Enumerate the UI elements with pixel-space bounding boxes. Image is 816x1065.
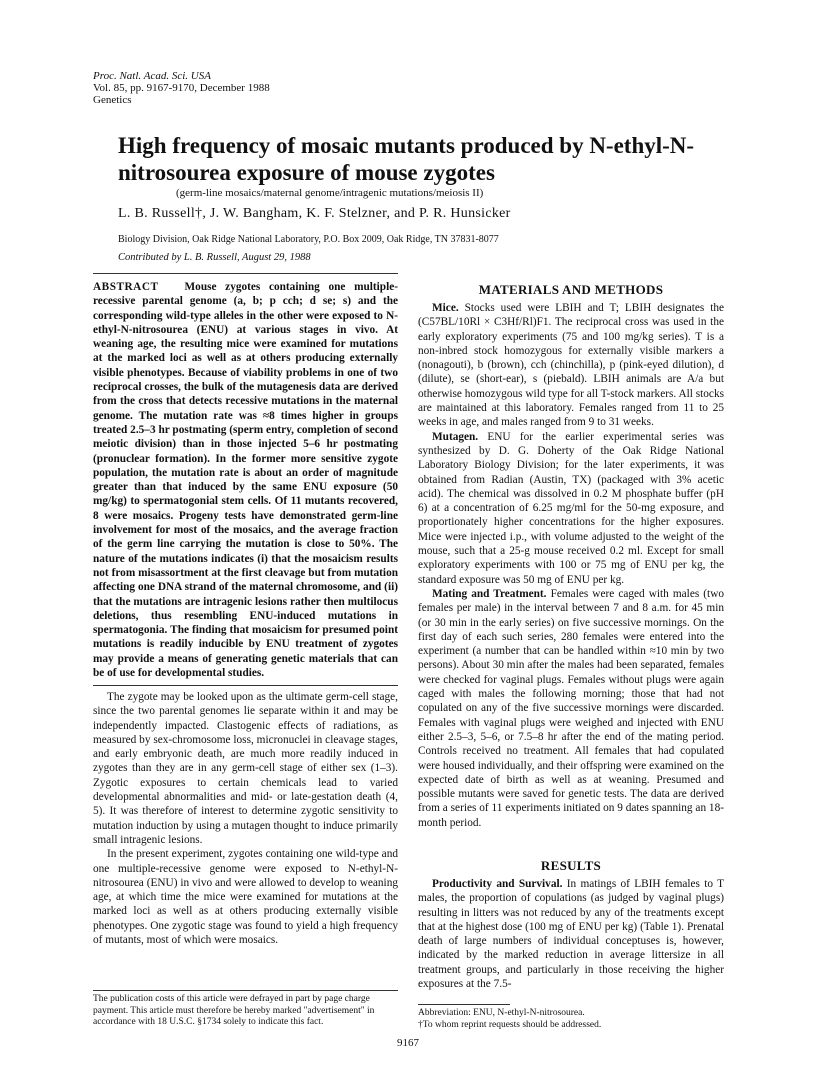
abbreviation-footnote: Abbreviation: ENU, N-ethyl-N-nitrosourea. [418,1008,585,1018]
methods-paragraph-mice [418,301,724,430]
methods-paragraph-mating [418,587,724,830]
affiliation: Biology Division, Oak Ridge National Laboratory, P.O. Box 2009, Oak Ridge, TN 37831-8077 [118,234,499,245]
footnotes [418,1008,724,1031]
journal-section: Genetics [93,94,132,106]
methods-section [418,301,724,830]
paragraph-text: In matings of LBIH females to T males, the proportion of copulations (as judged by vaginal plugs) resulting in litters was not reduced by any of the treatments except that at the highest dose (100 mg of ENU per kg) (Table 1). Prenatal death of large numbers of individual conceptuses is, however, indicated by the marked reduction in average littersize in all treatment groups, and particularly in those receiving the higher exposures at the 7.5- [418,878,725,991]
reprint-footnote: †To whom reprint requests should be addressed. [418,1019,602,1030]
results-paragraph [418,877,724,991]
runin-heading: Mating and Treatment. [432,587,547,600]
abstract-text: Mouse zygotes containing one multiple-recessive parental genome (a, b; p cch; d se; s) and the corresponding wild-type alleles in the other were exposed to N-ethyl-N-nitrosourea (ENU) at various stages in vivo. At weaning age, the resulting mice were examined for mutations at the marked loci as well as at others producing externally visible phenotypes. Because of viability problems in one of two reciprocal crosses, the bulk of the mutagenesis data are derived from the cross that detects recessive mutations in the maternal genome. The mutation rate was ≈8 times higher in groups treated 2.5–3 hr postmating (sperm entry, completion of second meiotic division) than in those injected 5–6 hr postmating (pronuclear formation). In the former more sensitive zygote population, the mutation rate is about an order of magnitude greater than that induced by the same ENU exposure (50 mg/kg) to spermatogonial stem cells. Of 11 mutants recovered, 8 were mosaics. Progeny tests have demonstrated germ-line involvement for most of the mosaics, and the average fraction of the germ line carrying the mutation is close to 50%. The nature of the mutations indicates (i) that the mosaicism results not from misassortment at the first cleavage but from mutation affecting one DNA strand of the maternal chromosome, and (ii) that the mutations are intragenic lesions rather then multilocus deletions, thus resembling ENU-induced mutations in spermatogonia. The finding that mosaicism for presumed point mutations is readily inducible by ENU treatment of zygotes may provide a means of generating genetic materials that can be of use for developmental studies. [93,281,399,680]
methods-paragraph-mutagen [418,430,724,587]
abstract-label: ABSTRACT [93,281,159,293]
page-number: 9167 [397,1037,419,1049]
footnote-divider [418,1004,510,1005]
intro-paragraph: The zygote may be looked upon as the ultimate germ-cell stage, since the two parental genomes lie separate within it and may be independently impacted. Clastogenic effects of radiations, as measured by sex-chromosome loss, micronuclei in cleavage stages, and early embryonic death, are much more readily induced in zygotes than they are in any germ-cell stage of either sex (1–3). Zygotic exposures to certain chemicals lead to varied developmental abnormalities and mid- or late-gestation death (4, 5). It was therefore of interest to determine zygotic sensitivity to mutation induction by using a mutagen thought to induce primarily small intragenic lesions. [93,691,398,846]
paragraph-text: Females were caged with males (two females per male) in the interval between 7 and 8 a.m. for 45 min (or 30 min in the early series) on five successive mornings. On the first day of each such series, 280 females were entered into the experiment (a number that can be handled within ≈10 min by two persons). About 30 min after the males had been separated, females were checked for vaginal plugs. Females without plugs were again caged with males the following morning; those that had not copulated on any of the five successive mornings were discarded. Females with vaginal plugs were weighed and injected with ENU either 2.5–3, 5–6, or 7.5–8 hr after the end of the mating period. Controls received no treatment. All females that had copulated were housed individually, and their offspring were examined on the expected date of birth as well as at weaning. Presumed and possible mutants were saved for genetic tests. The data are derived from a series of 11 experiments initiated on 9 dates spanning an 18-month period. [418,587,725,829]
contributed-line: Contributed by L. B. Russell, August 29, 1988 [118,252,311,263]
methods-heading: MATERIALS AND METHODS [478,282,664,297]
journal-header [93,70,270,106]
article-title: High frequency of mosaic mutants produced by N-ethyl-N-nitrosourea exposure of mouse zygotes [118,133,695,185]
runin-heading: Productivity and Survival. [432,878,563,890]
journal-volume: Vol. 85, pp. 9167-9170, December 1988 [93,82,270,94]
intro-paragraph: In the present experiment, zygotes containing one wild-type and one multiple-recessive genome were exposed to N-ethyl-N-nitrosourea (ENU) in vivo and were allowed to develop to weaning age, at which time the mice were examined for mutations at the marked loci as well as at others producing externally visible phenotypes. One zygotic stage was found to yield a high frequency of mutants, most of which were mosaics. [93,848,398,947]
footnote-divider [93,990,398,991]
keywords: (germ-line mosaics/maternal genome/intragenic mutations/meiosis II) [176,187,484,199]
results-heading: RESULTS [540,858,602,873]
publication-cost-footnote: The publication costs of this article were defrayed in part by page charge payment. This article must therefore be hereby marked "advertisement" in accordance with 18 U.S.C. §1734 solely to indicate this fact. [93,994,375,1027]
abstract [93,280,398,680]
runin-heading: Mutagen. [432,430,479,443]
paragraph-text: Stocks used were LBIH and T; LBIH designates the (C57BL/10Rl × C3Hf/Rl)F1. The reciprocal cross was used in the early exploratory experiments (75 and 100 mg/kg series). T is a non-inbred stock homozygous for externally visible markers a (nonagouti), b (brown), cch (chinchilla), p (pink-eyed dilution), d (dilute), se (short-ear), s (piebald). LBIH animals are A/a but otherwise homozygous wild type for all T-stock markers. All stocks are maintained at this laboratory. Females ranged from 11 to 25 weeks in age, and males ranged from 9 to 31 weeks. [418,302,724,429]
runin-heading: Mice. [432,302,459,314]
results-section [418,877,724,991]
paragraph-text: ENU for the earlier experimental series was synthesized by D. G. Doherty of the Oak Ridge National Laboratory Biology Division; for the later experiments, it was obtained from Radian (Austin, TX) (packaged with 3% acetic acid). The chemical was dissolved in 0.2 M phosphate buffer (pH 6) at a concentration of 6.25 mg/ml for the 50-mg exposure, and proportionately higher concentrations for the higher exposures. Mice were injected i.p., with volume adjusted to the weight of the mouse, such that a 25-g mouse received 0.2 ml. Except for small exploratory experiments with 100 or 75 mg of ENU per kg, the standard exposure was 50 mg of ENU per kg. [418,430,724,586]
author-list: L. B. Russell†, J. W. Bangham, K. F. Stelzner, and P. R. Hunsicker [118,206,511,221]
journal-name: Proc. Natl. Acad. Sci. USA [93,70,211,82]
introduction [93,690,398,947]
